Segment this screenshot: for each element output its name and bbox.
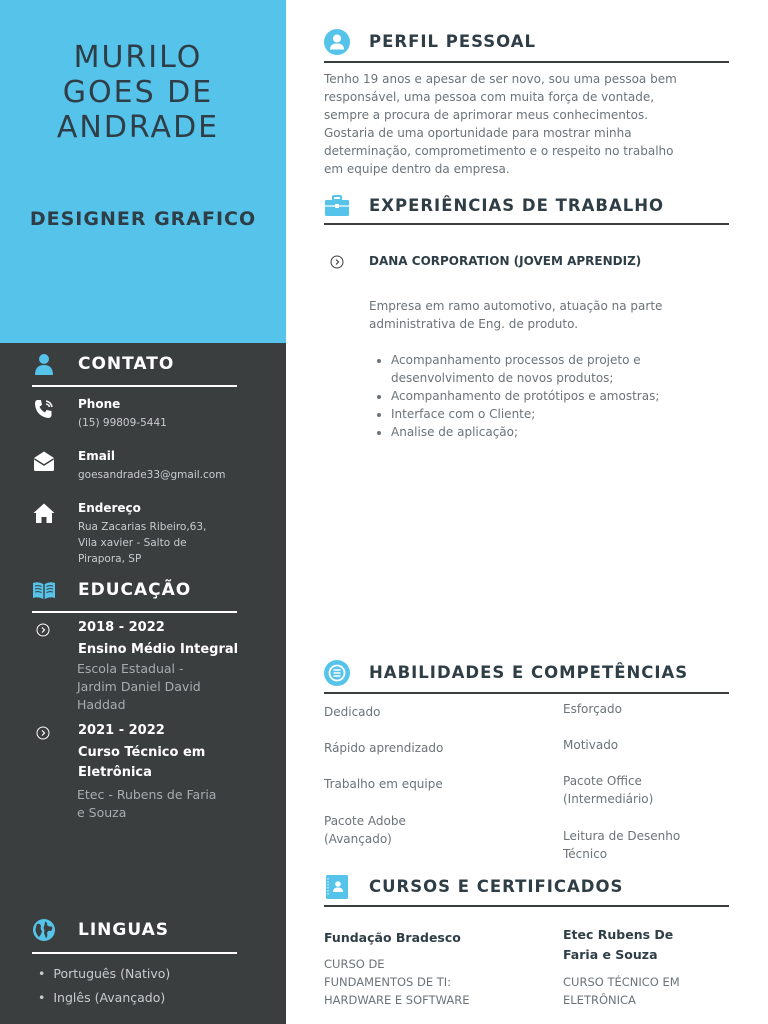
course-line: HARDWARE E SOFTWARE xyxy=(324,993,470,1007)
phone-value[interactable]: (15) 99809-5441 xyxy=(78,417,167,429)
skill-item xyxy=(563,772,733,808)
course-line: CURSO TÉCNICO EM xyxy=(563,975,680,989)
briefcase-icon xyxy=(324,193,350,219)
job-description xyxy=(369,297,729,333)
divider xyxy=(324,905,729,907)
profile-line: determinação, comprometimento e o respeito no trabalho xyxy=(324,144,674,158)
open-book-icon xyxy=(32,578,56,602)
profile-line: responsável, uma pessoa com muita força de vontade, xyxy=(324,90,655,104)
skills-icon xyxy=(324,660,350,686)
skills-heading xyxy=(324,660,729,690)
skill-item: Motivado xyxy=(563,738,619,752)
address-value xyxy=(78,519,258,567)
profile-line: Tenho 19 anos e apesar de ser novo, sou uma pessoa bem xyxy=(324,72,677,86)
org-line: Etec Rubens De xyxy=(563,927,674,942)
contact-heading-label: CONTATO xyxy=(78,354,175,374)
divider xyxy=(32,385,237,387)
divider xyxy=(32,952,237,954)
profile-heading xyxy=(324,29,729,59)
education-course: Ensino Médio Integral xyxy=(78,642,239,657)
chevron-circle-icon xyxy=(330,255,344,269)
address-line: Pirapora, SP xyxy=(78,553,142,565)
bullet-item: • Acompanhamento de protótipos e amostras; xyxy=(391,387,721,405)
school-line: e Souza xyxy=(77,805,127,820)
name-line: MURILO xyxy=(73,40,203,75)
experience-heading xyxy=(324,193,729,223)
course-org: Fundação Bradesco xyxy=(324,930,461,945)
bullet-item xyxy=(391,351,721,387)
languages-heading-label: LINGUAS xyxy=(78,920,170,940)
skill-item: Esforçado xyxy=(563,702,622,716)
address-label: Endereço xyxy=(78,501,141,515)
certificate-book-icon xyxy=(324,874,350,900)
school-line: Etec - Rubens de Faria xyxy=(77,787,217,802)
course-line: Eletrônica xyxy=(78,765,152,780)
phone-icon xyxy=(32,397,56,421)
education-years: 2021 - 2022 xyxy=(78,723,165,738)
skill-line: (Avançado) xyxy=(324,832,392,846)
profile-text xyxy=(324,70,729,178)
name-line: GOES DE xyxy=(62,75,214,110)
course-line: FUNDAMENTOS DE TI: xyxy=(324,975,452,989)
skill-item: Trabalho em equipe xyxy=(324,777,443,791)
courses-heading xyxy=(324,874,729,904)
globe-icon xyxy=(32,918,56,942)
language-item: • Português (Nativo) xyxy=(38,962,170,986)
school-line: Haddad xyxy=(77,697,126,712)
user-icon xyxy=(32,352,56,376)
email-value[interactable]: goesandrade33@gmail.com xyxy=(78,469,226,481)
course-line: Curso Técnico em xyxy=(78,745,206,760)
skill-line: Leitura de Desenho xyxy=(563,829,681,843)
divider xyxy=(32,611,237,613)
description-line: administrativa de Eng. de produto. xyxy=(369,317,579,331)
course-line: CURSO DE xyxy=(324,957,385,971)
education-school xyxy=(77,786,247,822)
school-line: Escola Estadual - xyxy=(77,661,184,676)
languages-list xyxy=(38,962,170,1010)
profile-line: sempre a procura de aprimorar meus conhecimentos. xyxy=(324,108,649,122)
email-label: Email xyxy=(78,449,116,463)
address-line: Vila xavier - Salto de xyxy=(78,537,187,549)
course-org xyxy=(563,925,733,965)
skill-line: Pacote Office xyxy=(563,774,642,788)
language-item: • Inglês (Avançado) xyxy=(38,986,170,1010)
divider xyxy=(324,61,729,63)
person-name xyxy=(0,40,276,145)
skill-item xyxy=(563,827,733,863)
bullet-item: • Interface com o Cliente; xyxy=(391,405,721,423)
education-course xyxy=(78,743,258,783)
job-bullets xyxy=(391,351,721,441)
divider xyxy=(324,223,729,225)
bullet-item: • Analise de aplicação; xyxy=(391,423,721,441)
user-circle-icon xyxy=(324,29,350,55)
courses-heading-label: CURSOS E CERTIFICADOS xyxy=(369,877,624,896)
chevron-circle-icon xyxy=(36,726,50,740)
envelope-icon xyxy=(32,449,56,473)
phone-label: Phone xyxy=(78,397,121,411)
profile-heading-label: PERFIL PESSOAL xyxy=(369,32,536,51)
experience-heading-label: EXPERIÊNCIAS DE TRABALHO xyxy=(369,196,665,215)
home-icon xyxy=(32,501,56,525)
course-name xyxy=(324,955,494,1009)
divider xyxy=(324,692,729,694)
bullet-line: desenvolvimento de novos produtos; xyxy=(391,371,614,385)
course-line: ELETRÔNICA xyxy=(563,993,636,1007)
skill-item: Rápido aprendizado xyxy=(324,741,444,755)
profile-line: Gostaria de uma oportunidade para mostrar minha xyxy=(324,126,632,140)
bullet-line: • Acompanhamento processos de projeto e xyxy=(391,353,641,367)
skills-heading-label: HABILIDADES E COMPETÊNCIAS xyxy=(369,663,689,682)
skill-item xyxy=(324,812,494,848)
skill-line: Técnico xyxy=(563,847,608,861)
school-line: Jardim Daniel David xyxy=(77,679,201,694)
job-role: DESIGNER GRAFICO xyxy=(29,208,257,230)
name-line: ANDRADE xyxy=(56,110,220,145)
education-school xyxy=(77,660,247,714)
job-title: DANA CORPORATION (JOVEM APRENDIZ) xyxy=(369,254,642,268)
skill-item: Dedicado xyxy=(324,705,381,719)
course-name xyxy=(563,973,733,1009)
skill-line: Pacote Adobe xyxy=(324,814,406,828)
profile-line: em equipe dentro da empresa. xyxy=(324,162,510,176)
org-line: Faria e Souza xyxy=(563,947,658,962)
education-heading-label: EDUCAÇÃO xyxy=(78,580,192,600)
description-line: Empresa em ramo automotivo, atuação na parte xyxy=(369,299,663,313)
education-years: 2018 - 2022 xyxy=(78,620,165,635)
address-line: Rua Zacarias Ribeiro,63, xyxy=(78,521,207,533)
chevron-circle-icon xyxy=(36,623,50,637)
skill-line: (Intermediário) xyxy=(563,792,654,806)
